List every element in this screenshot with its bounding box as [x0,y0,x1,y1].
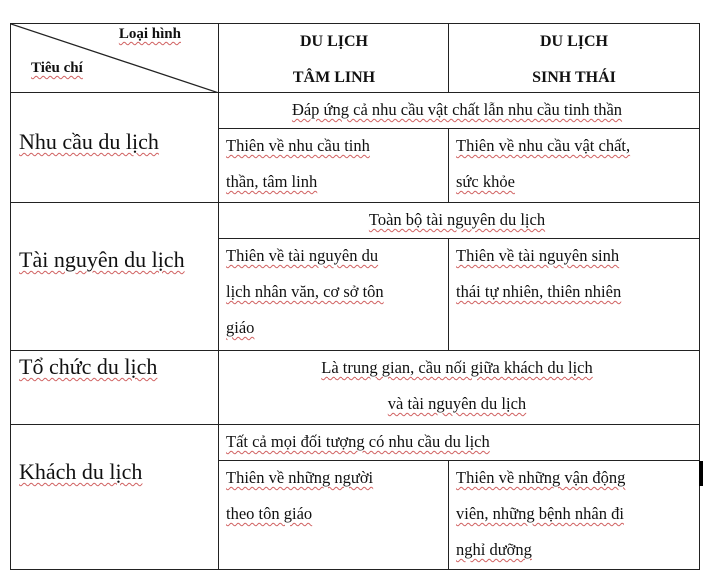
row1-shared-cell [219,92,699,128]
row3-shared-cell [219,350,699,424]
criterion-label: Tài nguyên du lịch [19,247,185,272]
header-corner-cell [11,24,219,93]
row1-eco-cell [449,128,699,200]
row2-spiritual-line: lịch nhân văn, cơ sở tôn [226,282,384,301]
row2-eco-line: Thiên về tài nguyên sinh [456,246,620,265]
corner-label-criteria: Tiêu chí [31,60,83,76]
cursor-marker [699,461,703,486]
criterion-tourists [11,458,218,486]
row2-eco-line: thái tự nhiên, thiên nhiên [456,282,622,301]
row4-eco-line: Thiên về những vận động [456,468,626,487]
row4-eco-line: nghỉ dưỡng [456,540,532,559]
criterion-label: Khách du lịch [19,459,143,484]
row2-shared-cell [219,202,699,238]
criterion-tourism-resources [11,246,218,274]
corner-label-type: Loại hình [118,26,181,42]
row4-eco-cell [449,460,699,568]
row4-shared-text: Tất cả mọi đối tượng có nhu cầu du lịch [226,432,490,451]
row1-spiritual-line: Thiên về nhu cầu tinh [226,136,370,155]
criterion-label: Nhu cầu du lịch [19,129,159,154]
criterion-tourism-demand [11,128,218,156]
row4-shared-cell [219,424,699,460]
header-eco-line1: DU LỊCH [539,33,608,50]
row2-shared-text: Toàn bộ tài nguyên du lịch [368,210,546,229]
comparison-table [10,23,700,570]
header-spiritual-line1: DU LỊCH [299,33,368,50]
row4-spiritual-cell [219,460,448,532]
criterion-tourism-organization [11,353,218,381]
row4-spiritual-line: theo tôn giáo [226,504,313,523]
row1-eco-line: sức khỏe [456,172,515,191]
header-spiritual-line2: TÂM LINH [292,69,376,86]
row2-spiritual-line: giáo [226,318,255,337]
criterion-label: Tổ chức du lịch [19,354,158,379]
header-eco-tourism [449,24,699,93]
row3-shared-line: Là trung gian, cầu nối giữa khách du lịch [321,358,593,377]
row2-spiritual-line: Thiên về tài nguyên du [226,246,379,265]
row2-spiritual-cell [219,238,448,346]
diagonal-line-icon [11,24,219,93]
header-spiritual-tourism [219,24,449,93]
row1-spiritual-line: thần, tâm linh [226,172,318,191]
header-eco-line2: SINH THÁI [532,69,616,86]
row2-eco-cell [449,238,699,310]
row4-eco-line: viên, những bệnh nhân đi [456,504,624,523]
row1-spiritual-cell [219,128,448,200]
row4-spiritual-line: Thiên về những người [226,468,374,487]
row3-shared-line: và tài nguyên du lịch [387,394,527,413]
row1-shared-text: Đáp ứng cả nhu cầu vật chất lẫn nhu cầu tinh thần [291,100,623,119]
row1-eco-line: Thiên về nhu cầu vật chất, [456,136,631,155]
